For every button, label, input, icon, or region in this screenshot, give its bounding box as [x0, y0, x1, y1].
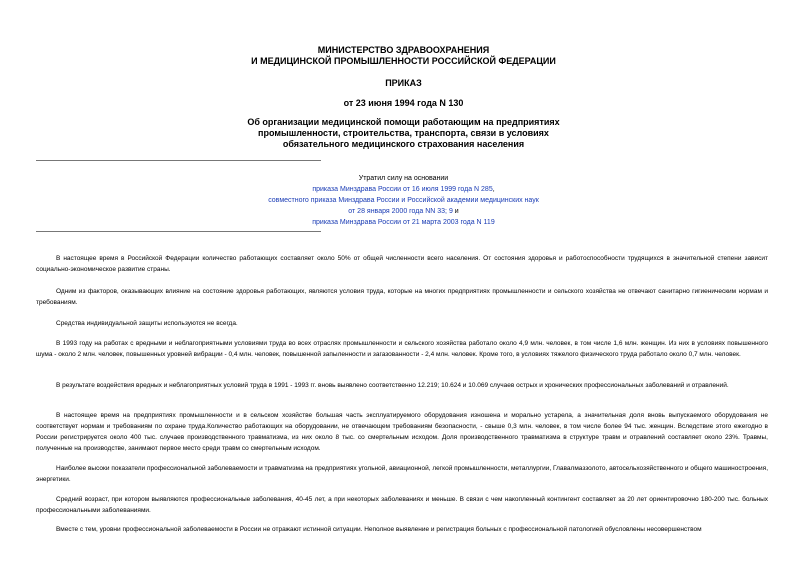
document-title-line3: обязательного медицинского страхования населения: [282, 139, 525, 149]
status-note-comma: ,: [492, 186, 495, 193]
document-date-number: от 23 июня 1994 года N 130: [343, 98, 464, 108]
status-note-intro: Утратил силу на основании: [358, 175, 449, 182]
body-paragraph-9: Вместе с тем, уровни профессиональной заболеваемости в России не отражают истинной ситуации. Неполное выявление и регистрация больных с профессиональной патологией обусловлены несовершенством: [56, 526, 702, 533]
status-note-line3: [0, 195, 807, 206]
repeal-link-order-119[interactable]: приказа Минздрава России от 21 марта 2003 года N 119: [312, 219, 495, 226]
repeal-link-joint-order[interactable]: совместного приказа Минздрава России и Российской академии медицинских наук: [268, 197, 539, 204]
document-title-line2: промышленности, строительства, транспорта, связи в условиях: [258, 128, 549, 138]
status-note-line2: [0, 184, 807, 195]
repeal-link-joint-order-date[interactable]: от 28 января 2000 года NN 33; 9: [348, 208, 453, 215]
document-title-line1: Об организации медицинской помощи работающим на предприятиях: [247, 117, 560, 127]
body-paragraph-8: Средний возраст, при котором выявляются профессиональные заболевания, 40-45 лет, а при некоторых заболеваниях и меньше. В связи с чем накопленный контингент составляет за 20 лет ориентировочно 180-200 тыс. больных профессиональными заболеваниями.: [36, 496, 768, 514]
bottom-divider: [36, 231, 321, 232]
status-note-line4: [0, 206, 807, 217]
ministry-name-line2: И МЕДИЦИНСКОЙ ПРОМЫШЛЕННОСТИ РОССИЙСКОЙ ФЕДЕРАЦИИ: [251, 56, 556, 66]
ministry-name-line1: МИНИСТЕРСТВО ЗДРАВООХРАНЕНИЯ: [317, 45, 490, 55]
status-note-and: и: [452, 208, 459, 215]
body-paragraph-4: В 1993 году на работах с вредными и неблагоприятными условиями труда во всех отраслях промышленности и сельского хозяйства работало около 4,9 млн. человек, в том числе 1,6 млн. женщин. Из них в условиях повышенного шума - около 2 млн. человек, повышенных уровней вибрации - 0,4 млн. человек, повышенной запыленности и загазованности - 2,4 млн. человек. Кроме того, в условиях тяжелого физического труда работало около 0,7 млн. человек.: [36, 340, 768, 358]
body-paragraph-1: В настоящее время в Российской Федерации количество работающих составляет около 50% от общей численности всего населения. От состояния здоровья и работоспособности трудящихся в значительной степени зависит социально-экономическое развитие страны.: [36, 255, 768, 273]
repeal-link-order-285[interactable]: приказа Минздрава России от 16 июля 1999 года N 285: [312, 186, 493, 193]
top-divider: [36, 160, 321, 161]
body-paragraph-7: Наиболее высоки показатели профессиональной заболеваемости и травматизма на предприятиях угольной, авиационной, легкой промышленности, металлургии, Главалмаззолото, автосельхозяйственного и общего машиностроения, энергетики.: [36, 465, 768, 483]
document-type: ПРИКАЗ: [385, 78, 422, 88]
body-paragraph-2: Одним из факторов, оказывающих влияние на состояние здоровья работающих, являются условия труда, которые на многих предприятиях промышленности и сельского хозяйства не отвечают санитарно гигиеническим нормам и требованиям.: [36, 288, 768, 306]
body-paragraph-5: В результате воздействия вредных и неблагоприятных условий труда в 1991 - 1993 гг. вновь выявлено соответственно 12.219; 10.624 и 10.069 случаев острых и хронических профессиональных заболеваний и отравлений.: [56, 382, 729, 389]
body-paragraph-3: Средства индивидуальной защиты используются не всегда.: [56, 320, 238, 327]
status-note-line5: [0, 217, 807, 228]
body-paragraph-6: В настоящее время на предприятиях промышленности и в сельском хозяйстве большая часть эксплуатируемого оборудования изношена и морально устарела, а значительная доля вновь выпускаемого оборудования не соответствует нормам и требованиям по охране труда.Количество работающих на оборудовании, не отвечающем требованиям безопасности, - свыше 0,3 млн. человек, в том числе более 94 тыс. женщин. Вследствие этого ежегодно в России регистрируется около 400 тыс. случаев производственного травматизма, из них около 8 тыс. со смертельным исходом. Доля производственного травматизма в структуре травм и отравлений составляет около 23%. Травмы, полученные на производстве, занимают первое место среди травм со смертельным исходом.: [36, 412, 768, 452]
